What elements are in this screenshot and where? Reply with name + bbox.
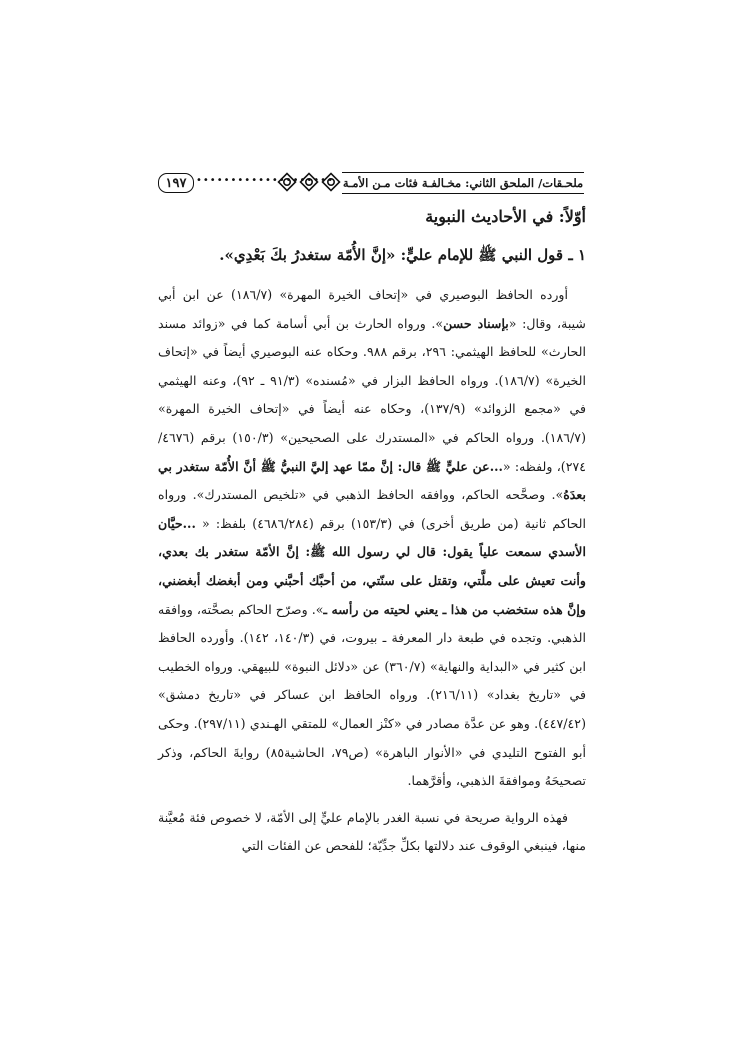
page-number (158, 173, 194, 193)
bold-quote: ...عن عليٍّ ﷺ قال: إنَّ ممّا عهد إليَّ النبيُّ ﷺ أنَّ الأُمّة ستغدر بي بعدَهُ (158, 458, 586, 503)
bold-quote: ...حيَّان الأسدي سمعت علياً يقول: قال لي رسول الله ﷺ: إنَّ الأمّة ستغدر بك بعدي، وأنت تعيش على ملَّتي، وتقتل على سنّتي، من أحبَّك أحبَّني ومن أبغضك أبغضني، وإنَّ هذه ستخضب من هذا ـ يعني لحيته من رأسه ـ (158, 515, 586, 617)
header-dotted-rule: •••••••••••••••••••• (196, 175, 334, 186)
running-header (158, 172, 586, 194)
header-ornament-icon (278, 172, 340, 192)
bold-run: بإسناد حسن (443, 315, 509, 331)
page-body (158, 205, 586, 861)
text-run: ». ورواه الحارث بن أبي أسامة كما في «زوائد مسند الحارث» للحافظ الهيثمي: ٢٩٦، برقم ٩٨٨. وحكاه عنه البوصيري أيضاً في «إتحاف الخيرة» (١٨٦/٧). ورواه الحافظ البزار في «مُسنده» (٩١/٣ ـ ٩٢)، وعنه الهيثمي في «مجمع الزوائد» (١٣٧/٩)، وحكاه عنه أيضاً في «إتحاف الخيرة المهرة» (١٨٦/٧). ورواه الحاكم في «المستدرك على الصحيحين» (١٥٠/٣) برقم (٤٦٧٦/ ٢٧٤)، ولفظه: « (158, 315, 586, 474)
text-run: أورده الحافظ البوصيري في «إتحاف الخيرة المهرة» (١٨٦/٧) عن ابن أبي شيبة، وقال: « (158, 287, 586, 331)
paragraph-conclusion: فهذه الرواية صريحة في نسبة الغدر بالإمام عليٍّ إلى الأمّة، لا خصوص فئة مُعيَّنة منها، فينبغي الوقوف عند دلالتها بكلِّ جدِّيّة؛ للفحص عن الفئات التي (158, 809, 586, 854)
running-title: ملحـقات/ الملحق الثاني: مخـالفـة فئات مـن الأمـة (342, 176, 584, 190)
page-number-text: ١٩٧ (165, 175, 187, 191)
running-title-frame (342, 172, 584, 194)
text-run: ». وصرّح الحاكم بصحَّته، ووافقه الذهبي. وتجده في طبعة دار المعرفة ـ بيروت، في (١٤٠/٣، ١٤٢). وأورده الحافظ ابن كثير في «البداية والنهاية» (٣٦٠/٧) عن «دلائل النبوة» للبيهقي. ورواه الخطيب في «تاريخ بغداد» (٢١٦/١١). ورواه الحافظ ابن عساكر في «تاريخ دمشق» (٤٤٧/٤٢). وهو عن عدَّة مصادر في «كنْز العمال» للمتقي الهـندي (٢٩٧/١١). وحكى أبو الفتوح التليدي في «الأنوار الباهرة» (ص٧٩، الحاشية٨٥) روايةَ الحاكم، وذكر تصحيحَهُ وموافقةَ الذهبي، وأقرَّهما. (158, 601, 586, 789)
paragraph-sources (158, 281, 586, 796)
section-heading: أوّلاً: في الأحاديث النبوية (425, 207, 586, 226)
text-run: ». وصحَّحه الحاكم، ووافقه الحافظ الذهبي في «تلخيص المستدرك». ورواه الحاكم ثانية (من طريق أخرى) في (١٥٣/٣) برقم (٤٦٨٦/٢٨٤) بلفظ: « (158, 487, 586, 531)
hadith-heading: ١ ـ قول النبي ﷺ للإمام عليٍّ: «إنَّ الأُمّة ستغدرُ بكَ بَعْدِي». (219, 246, 586, 264)
